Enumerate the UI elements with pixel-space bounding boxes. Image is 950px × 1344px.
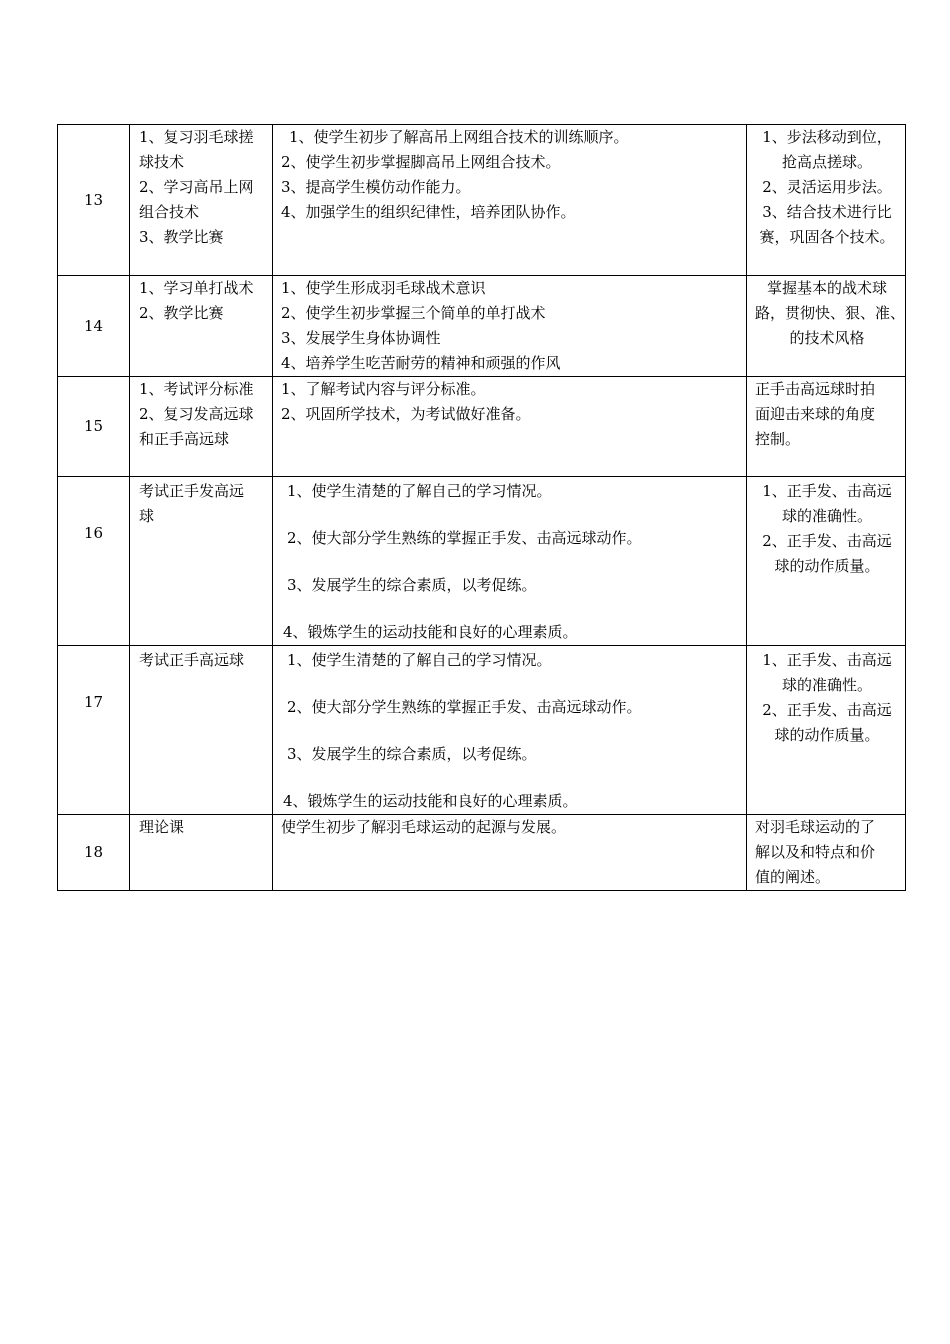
- key-line: 2、正手发、击高远: [762, 701, 892, 719]
- key-line: 球的动作质量。: [774, 557, 880, 575]
- table-row: [58, 646, 906, 815]
- goal-line: 4、培养学生吃苦耐劳的精神和顽强的作风: [281, 354, 561, 372]
- lesson-topic: [130, 646, 273, 815]
- lesson-goals: [273, 125, 747, 276]
- key-line: 路，贯彻快、狠、准、: [755, 304, 906, 322]
- lesson-number: 17: [58, 646, 130, 815]
- key-line: 正手击高远球时拍: [755, 380, 876, 398]
- lesson-goals: [273, 815, 747, 891]
- key-line: 解以及和特点和价: [755, 843, 876, 861]
- lesson-number: 13: [58, 125, 130, 276]
- key-line: 面迎击来球的角度: [755, 405, 876, 423]
- table-row: [58, 815, 906, 891]
- goal-line: 3、发展学生身体协调性: [281, 329, 441, 347]
- goal-line: 1、使学生形成羽毛球战术意识: [281, 279, 486, 297]
- topic-line: 3、教学比赛: [139, 228, 224, 246]
- key-line: 2、正手发、击高远: [762, 532, 892, 550]
- goal-line: 1、使学生清楚的了解自己的学习情况。: [287, 651, 552, 669]
- lesson-number: 16: [58, 477, 130, 646]
- topic-line: 考试正手高远球: [139, 651, 245, 669]
- key-line: 控制。: [755, 430, 801, 448]
- key-line: 抢高点搓球。: [781, 153, 872, 171]
- goal-line: 4、锻炼学生的运动技能和良好的心理素质。: [283, 623, 578, 641]
- topic-line: 理论课: [139, 818, 185, 836]
- key-line: 的技术风格: [789, 329, 865, 347]
- goal-line: 使学生初步了解羽毛球运动的起源与发展。: [281, 818, 567, 836]
- lesson-topic: [130, 477, 273, 646]
- key-line: 球的准确性。: [781, 676, 872, 694]
- goal-line: 1、了解考试内容与评分标准。: [281, 380, 486, 398]
- lesson-number: 18: [58, 815, 130, 891]
- lesson-topic: [130, 276, 273, 377]
- topic-line: 1、学习单打战术: [139, 279, 254, 297]
- table-row: [58, 377, 906, 477]
- key-line: 3、结合技术进行比: [762, 203, 892, 221]
- topic-line: 1、考试评分标准: [139, 380, 254, 398]
- goal-line: 4、加强学生的组织纪律性，培养团队协作。: [281, 203, 576, 221]
- topic-line: 球: [139, 507, 155, 525]
- key-line: 1、正手发、击高远: [762, 482, 892, 500]
- goal-line: 2、使大部分学生熟练的掌握正手发、击高远球动作。: [287, 698, 642, 716]
- key-line: 1、正手发、击高远: [762, 651, 892, 669]
- lesson-goals: [273, 276, 747, 377]
- table-row: [58, 276, 906, 377]
- key-line: 值的阐述。: [755, 868, 831, 886]
- lesson-key-points: [747, 646, 906, 815]
- goal-line: 3、提高学生模仿动作能力。: [281, 178, 471, 196]
- lesson-goals: [273, 646, 747, 815]
- lesson-plan-table: [57, 124, 906, 891]
- key-line: 球的动作质量。: [774, 726, 880, 744]
- goal-line: 4、锻炼学生的运动技能和良好的心理素质。: [283, 792, 578, 810]
- lesson-topic: [130, 125, 273, 276]
- goal-line: 1、使学生清楚的了解自己的学习情况。: [287, 482, 552, 500]
- goal-line: 2、使学生初步掌握脚高吊上网组合技术。: [281, 153, 561, 171]
- lesson-key-points: [747, 125, 906, 276]
- table-row: [58, 477, 906, 646]
- goal-line: 3、发展学生的综合素质，以考促练。: [287, 576, 537, 594]
- lesson-key-points: [747, 477, 906, 646]
- topic-line: 2、复习发高远球: [139, 405, 254, 423]
- lesson-number: 14: [58, 276, 130, 377]
- key-line: 赛，巩固各个技术。: [759, 228, 895, 246]
- topic-line: 组合技术: [139, 203, 200, 221]
- goal-line: 2、巩固所学技术，为考试做好准备。: [281, 405, 531, 423]
- lesson-topic: [130, 815, 273, 891]
- lesson-key-points: [747, 276, 906, 377]
- lesson-number: 15: [58, 377, 130, 477]
- goal-line: 3、发展学生的综合素质，以考促练。: [287, 745, 537, 763]
- key-line: 球的准确性。: [781, 507, 872, 525]
- lesson-key-points: [747, 377, 906, 477]
- topic-line: 2、学习高吊上网: [139, 178, 254, 196]
- topic-line: 球技术: [139, 153, 185, 171]
- table-row: [58, 125, 906, 276]
- goal-line: 2、使学生初步掌握三个简单的单打战术: [281, 304, 546, 322]
- topic-line: 考试正手发高远: [139, 482, 245, 500]
- goal-line: 1、使学生初步了解高吊上网组合技术的训练顺序。: [289, 128, 629, 146]
- key-line: 对羽毛球运动的了: [755, 818, 876, 836]
- lesson-goals: [273, 377, 747, 477]
- goal-line: 2、使大部分学生熟练的掌握正手发、击高远球动作。: [287, 529, 642, 547]
- lesson-goals: [273, 477, 747, 646]
- lesson-topic: [130, 377, 273, 477]
- key-line: 2、灵活运用步法。: [762, 178, 892, 196]
- lesson-key-points: [747, 815, 906, 891]
- topic-line: 2、教学比赛: [139, 304, 224, 322]
- key-line: 掌握基本的战术球: [766, 279, 887, 297]
- topic-line: 和正手高远球: [139, 430, 230, 448]
- topic-line: 1、复习羽毛球搓: [139, 128, 254, 146]
- key-line: 1、步法移动到位，: [762, 128, 892, 146]
